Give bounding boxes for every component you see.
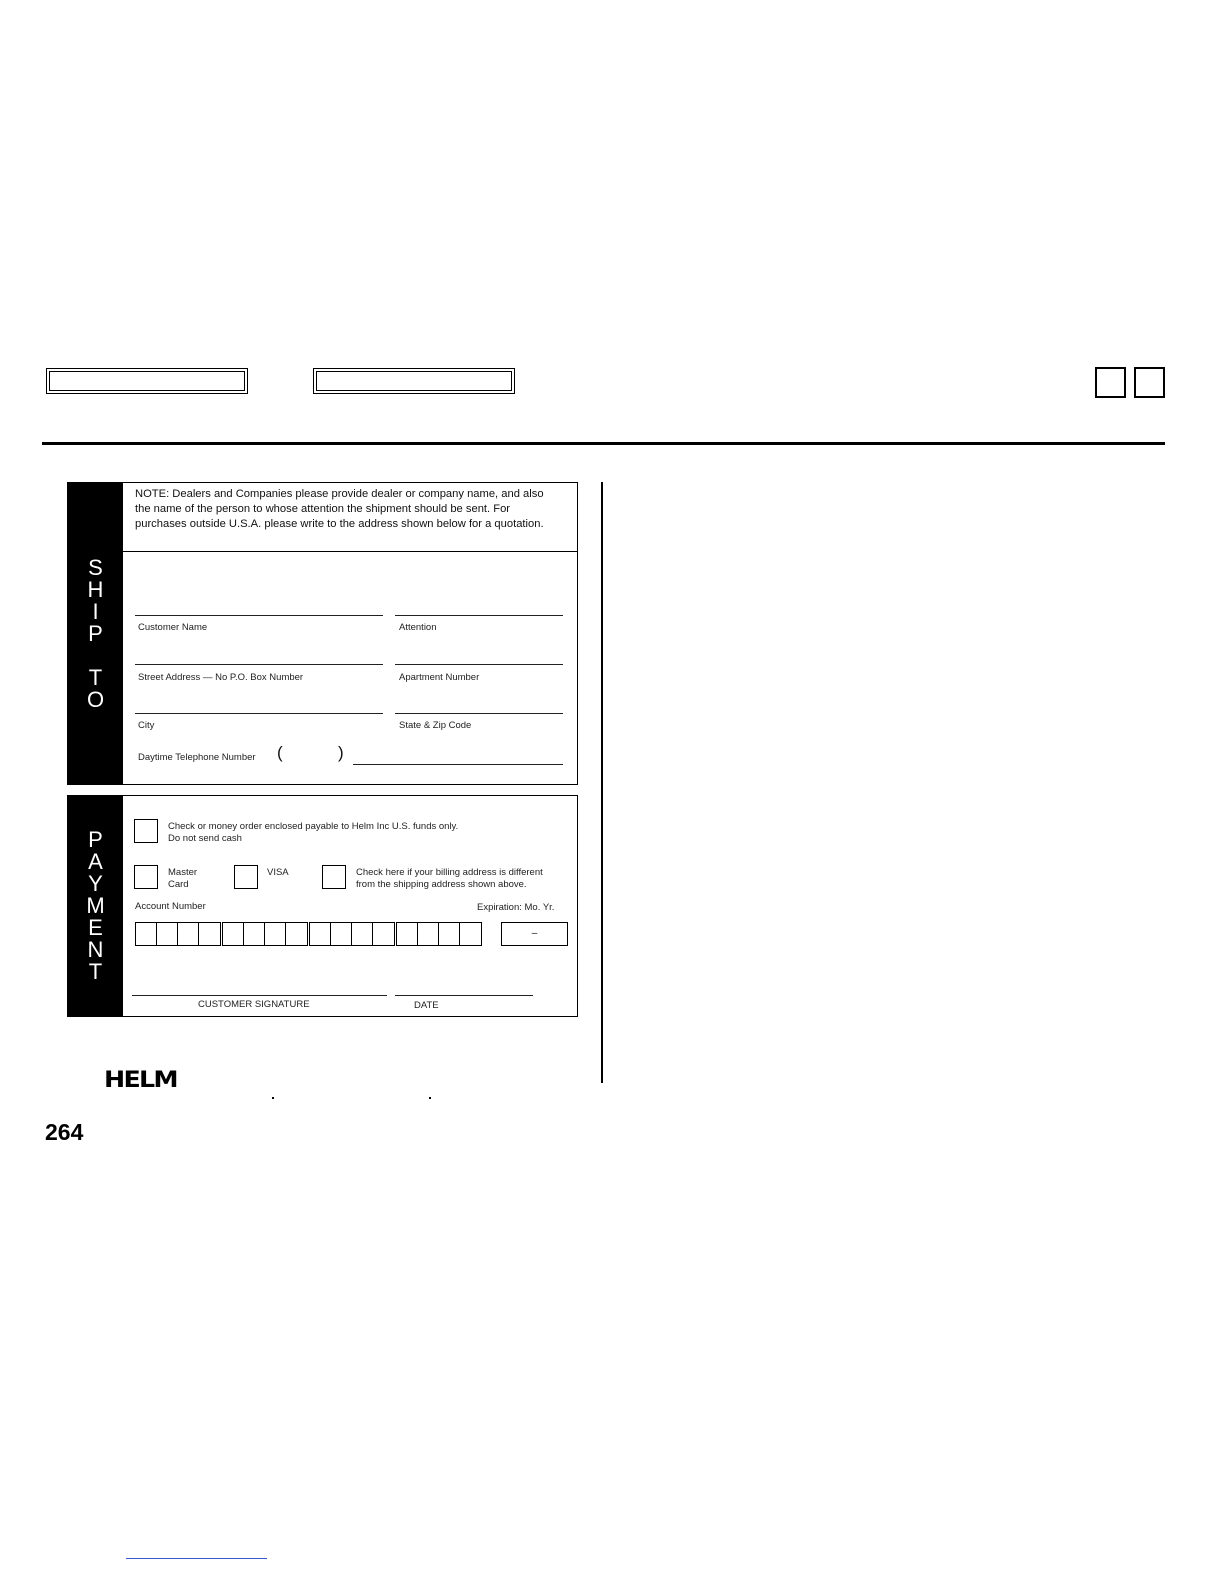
side-letter: N [87,937,104,962]
billing-address-label-1: Check here if your billing address is different [356,867,543,878]
payment-side-label [68,796,123,1016]
account-number-group-2[interactable] [222,922,308,946]
side-letter: E [88,915,103,940]
column-divider [601,482,603,1083]
ship-to-side-label [68,483,123,784]
side-letter: P [88,620,103,646]
attention-label: Attention [399,622,437,633]
state-zip-field[interactable] [395,713,563,714]
city-field[interactable] [135,713,383,714]
nav-prev-button[interactable] [1095,367,1126,398]
date-field[interactable] [395,995,533,996]
street-address-field[interactable] [135,664,383,665]
side-letter: Y [88,871,103,896]
nav-next-button[interactable] [1134,367,1165,398]
street-address-label: Street Address — No P.O. Box Number [138,672,304,683]
header-rule [42,442,1165,445]
attention-field[interactable] [395,615,563,616]
side-letter: T [88,959,103,984]
note-divider [123,551,577,552]
side-letter: A [88,849,103,874]
date-label: DATE [414,1000,439,1011]
side-letter: T [88,664,103,690]
apartment-number-field[interactable] [395,664,563,665]
side-letter: M [86,893,105,918]
nav-button-middle[interactable] [313,368,515,394]
side-letter: O [86,686,105,712]
side-letter: H [87,576,104,602]
side-letter: S [88,554,103,580]
phone-area-open-paren: ( [277,743,283,762]
customer-name-label: Customer Name [138,622,208,633]
visa-label: VISA [267,867,289,878]
side-letter: I [92,598,99,624]
billing-address-label-2: from the shipping address shown above. [356,879,527,890]
account-number-group-1[interactable] [135,922,221,946]
dealer-note: NOTE: Dealers and Companies please provide dealer or company name, and also the name of the person to whose attention the shipment should be sent. For purchases outside U.S.A. please write to the address shown below for a quotation. [135,488,544,531]
state-zip-label: State & Zip Code [399,720,472,731]
no-cash-note: Do not send cash [168,833,242,844]
billing-address-checkbox[interactable] [322,865,346,889]
mastercard-label-2: Card [168,879,189,890]
phone-label: Daytime Telephone Number [138,752,256,763]
apartment-number-label: Apartment Number [399,672,480,683]
check-money-order-checkbox[interactable] [134,819,158,843]
city-label: City [138,720,155,731]
account-number-group-4[interactable] [396,922,482,946]
ship-to-section [67,482,578,785]
expiration-label: Expiration: Mo. Yr. [477,902,555,913]
signature-field[interactable] [132,995,387,996]
check-money-order-label: Check or money order enclosed payable to Helm Inc U.S. funds only. [168,821,459,832]
account-number-label: Account Number [135,901,206,912]
signature-label: CUSTOMER SIGNATURE [198,999,310,1010]
mastercard-checkbox[interactable] [134,865,158,889]
page-number: 264 [45,1119,84,1145]
phone-area-close-paren: ) [338,743,344,762]
decorative-dot [272,1097,274,1099]
decorative-dot [429,1097,431,1099]
mastercard-label-1: Master [168,867,198,878]
helm-logo: HELM [104,1068,177,1093]
link-underline[interactable] [126,1558,267,1559]
nav-button-left[interactable] [46,368,248,394]
expiration-field[interactable]: – [501,922,568,946]
payment-section [67,795,578,1017]
side-letter: P [88,827,103,852]
customer-name-field[interactable] [135,615,383,616]
phone-field[interactable] [353,764,563,765]
account-number-group-3[interactable] [309,922,395,946]
account-number-field[interactable] [135,922,483,946]
visa-checkbox[interactable] [234,865,258,889]
